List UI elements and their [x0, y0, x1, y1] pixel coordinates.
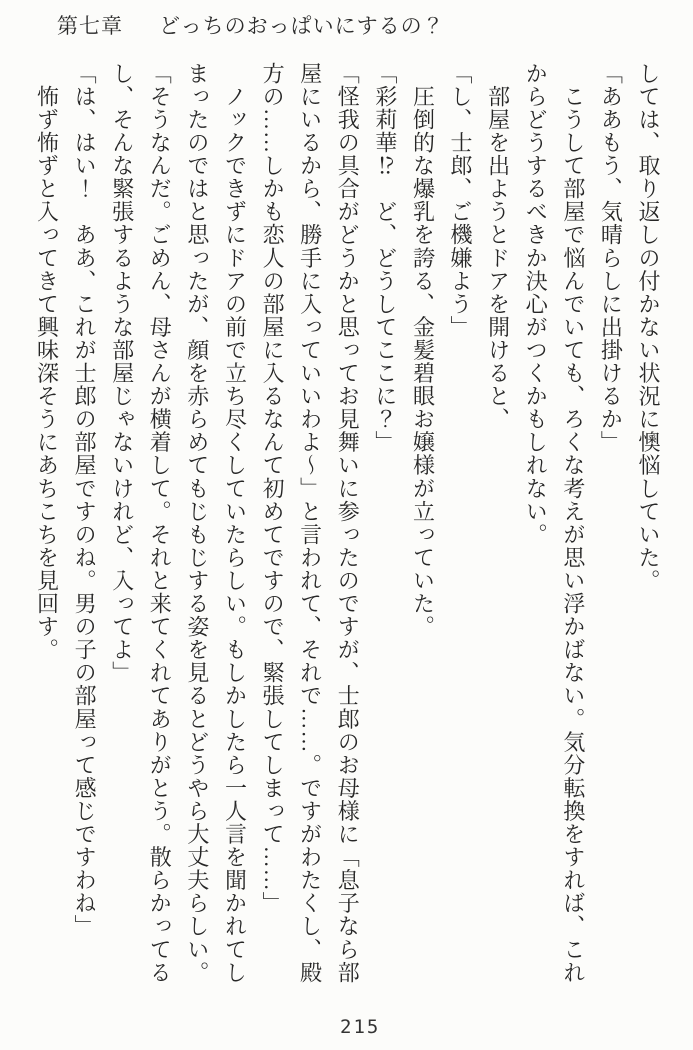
- text-line: 方の……しかも恋人の部屋に入るなんて初めてですので、緊張してしまって……」: [260, 62, 286, 915]
- text-line: こうして部屋で悩んでいても、ろくな考えが思い浮かばない。気分転換をすれば、これ: [560, 62, 586, 984]
- text-line: 「し、士郎、ご機嫌よう」: [448, 62, 474, 339]
- chapter-header: [57, 10, 445, 40]
- text-line: 怖ず怖ずと入ってきて興味深そうにあちこちを見回す。: [34, 62, 60, 662]
- body-text: [28, 62, 667, 1004]
- text-line: 圧倒的な爆乳を誇る、金髪碧眼お嬢様が立っていた。: [410, 62, 436, 639]
- text-line: 「ああもう、気晴らしに出掛けるか」: [598, 62, 624, 454]
- text-line: 部屋を出ようとドアを開けると、: [485, 62, 511, 431]
- text-line: 屋にいるから、勝手に入っていいわよ～」と言われて、それで……。ですがわたくし、殿: [297, 62, 323, 984]
- chapter-title: どっちのおっぱいにするの？: [159, 14, 445, 38]
- text-line: まったのではと思ったが、顔を赤らめてもじもじする姿を見るとどうやら大丈夫らしい。: [184, 62, 210, 984]
- text-line: ノックできずにドアの前で立ち尽くしていたらしい。もしかしたら一人言を聞かれてし: [222, 62, 248, 984]
- text-line: からどうするべきか決心がつくかもしれない。: [523, 62, 549, 547]
- text-line: 「は、はい！ ああ、これが士郎の部屋ですのね。男の子の部屋って感じですわね」: [72, 62, 98, 938]
- text-line: 「彩莉華⁉ ど、どうしてここに？」: [372, 62, 398, 454]
- page-number: 215: [340, 1016, 381, 1038]
- text-line: し、そんな緊張するような部屋じゃないけれど、入ってよ」: [109, 62, 135, 685]
- chapter-label: 第七章: [57, 14, 123, 38]
- text-line: しては、取り返しの付かない状況に懊悩していた。: [636, 62, 661, 593]
- text-line: 「怪我の具合がどうかと思ってお見舞いに参ったのですが、士郎のお母様に「息子なら部: [335, 62, 361, 984]
- text-line: 「そうなんだ。ごめん、母さんが横着して。それと来てくれてありがとう。散らかってる: [147, 62, 173, 984]
